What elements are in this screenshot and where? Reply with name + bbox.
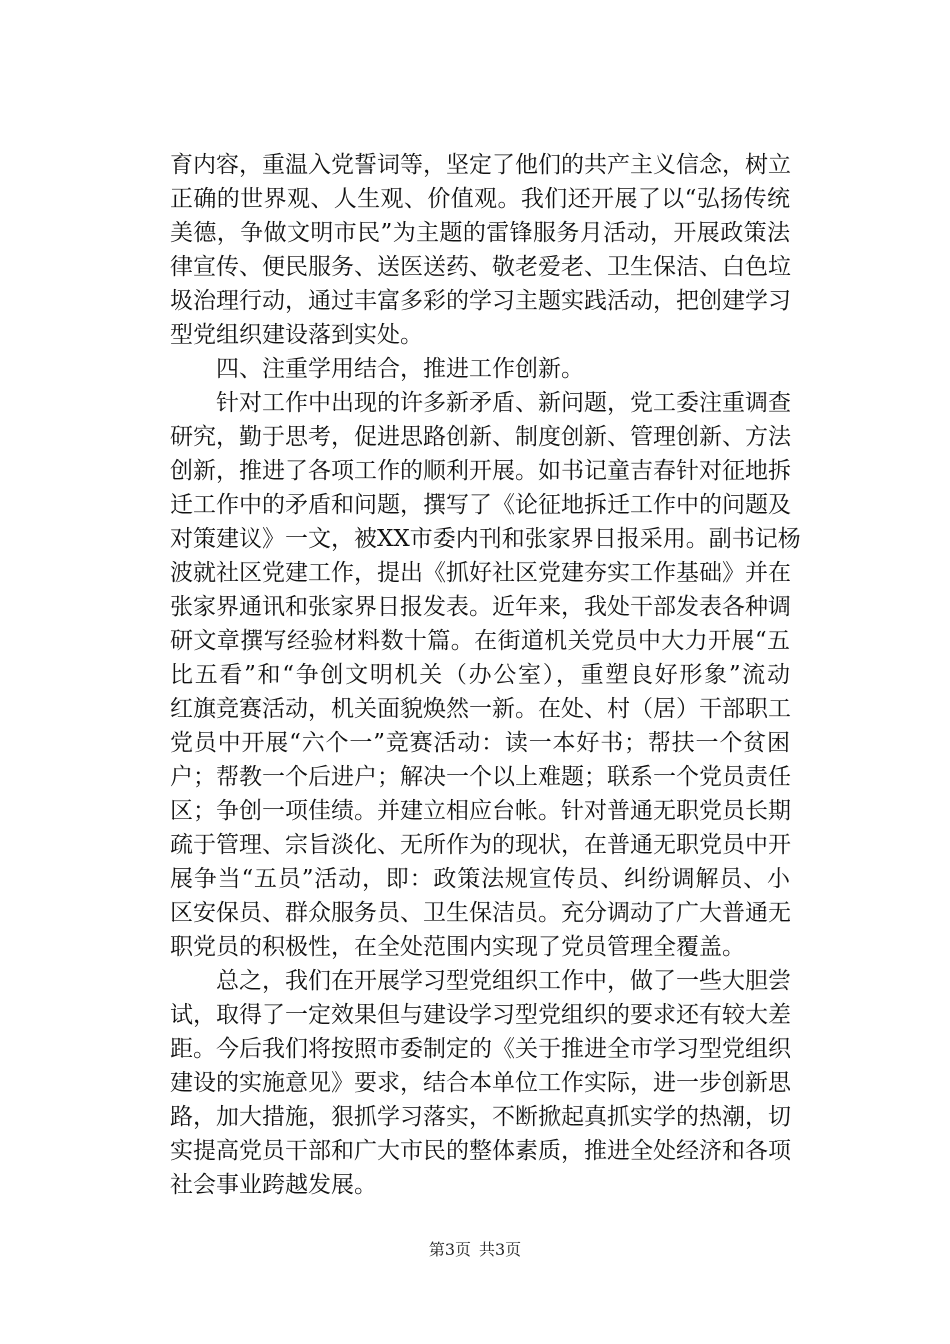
page-total: 共3页	[479, 1240, 522, 1259]
text-line: 区安保员、群众服务员、卫生保洁员。充分调动了广大普通无	[170, 900, 791, 926]
text-line: 红旗竞赛活动，机关面貌焕然一新。在处、村（居）干部职工	[170, 696, 791, 722]
text-line: 户；帮教一个后进户；解决一个以上难题；联系一个党员责任	[170, 764, 791, 790]
text-line: 实提高党员干部和广大市民的整体素质，推进全处经济和各项	[170, 1138, 791, 1164]
section-heading: 四、注重学用结合，推进工作创新。	[216, 356, 584, 382]
text-line: 职党员的积极性，在全处范围内实现了党员管理全覆盖。	[170, 934, 745, 960]
text-line: 比五看”和“争创文明机关（办公室），重塑良好形象”流动	[170, 662, 790, 688]
text-line: 党员中开展“六个一”竞赛活动：读一本好书；帮扶一个贫困	[170, 730, 790, 756]
text-line: 路，加大措施，狠抓学习落实，不断掀起真抓实学的热潮，切	[170, 1104, 791, 1130]
text-line: 美德，争做文明市民”为主题的雷锋服务月活动，开展政策法	[170, 220, 790, 246]
page-footer	[0, 1239, 950, 1261]
text-line: 研究，勤于思考，促进思路创新、制度创新、管理创新、方法	[170, 424, 791, 450]
text-line: 疏于管理、宗旨淡化、无所作为的现状，在普通无职党员中开	[170, 832, 791, 858]
text-line: 波就社区党建工作，提出《抓好社区党建夯实工作基础》并在	[170, 560, 791, 586]
text-line: 张家界通讯和张家界日报发表。近年来，我处干部发表各种调	[170, 594, 791, 620]
page-number: 第3页	[428, 1240, 471, 1259]
text-line: 型党组织建设落到实处。	[170, 322, 423, 348]
text-line: 创新，推进了各项工作的顺利开展。如书记童吉春针对征地拆	[170, 458, 791, 484]
text-line: 总之，我们在开展学习型党组织工作中，做了一些大胆尝	[216, 968, 791, 994]
text-line: 距。今后我们将按照市委制定的《关于推进全市学习型党组织	[170, 1036, 791, 1062]
text-line: 社会事业跨越发展。	[170, 1172, 377, 1198]
text-line: 正确的世界观、人生观、价值观。我们还开展了以“弘扬传统	[170, 186, 790, 212]
text-line: 试，取得了一定效果但与建设学习型党组织的要求还有较大差	[170, 1002, 791, 1028]
text-line: 律宣传、便民服务、送医送药、敬老爱老、卫生保洁、白色垃	[170, 254, 791, 280]
text-line: 育内容，重温入党誓词等，坚定了他们的共产主义信念，树立	[170, 152, 791, 178]
text-line: 建设的实施意见》要求，结合本单位工作实际，进一步创新思	[170, 1070, 791, 1096]
text-line: 展争当“五员”活动，即：政策法规宣传员、纠纷调解员、小	[170, 866, 790, 892]
text-line: 区；争创一项佳绩。并建立相应台帐。针对普通无职党员长期	[170, 798, 791, 824]
text-line: 研文章撰写经验材料数十篇。在街道机关党员中大力开展“五	[170, 628, 790, 654]
document-body	[170, 148, 801, 1202]
text-line: 对策建议》一文，被XX市委内刊和张家界日报采用。副书记杨	[170, 526, 801, 552]
text-line: 圾治理行动，通过丰富多彩的学习主题实践活动，把创建学习	[170, 288, 791, 314]
text-line: 针对工作中出现的许多新矛盾、新问题，党工委注重调查	[216, 390, 791, 416]
text-line: 迁工作中的矛盾和问题，撰写了《论征地拆迁工作中的问题及	[170, 492, 791, 518]
